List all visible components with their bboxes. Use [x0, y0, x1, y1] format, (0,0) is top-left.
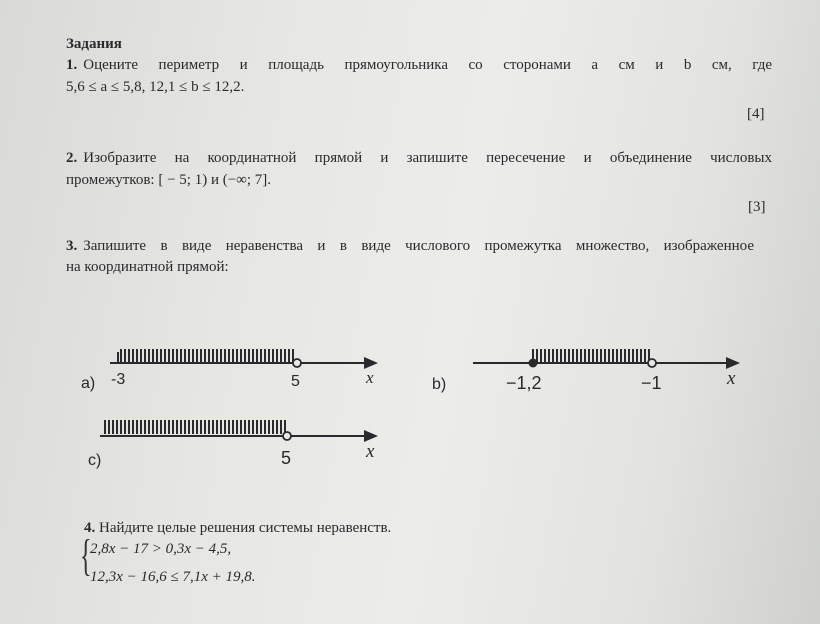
task-3-text-line1: Запишите в виде неравенства и в виде числового промежутка множество, изображенное — [83, 238, 754, 254]
open-point-a — [293, 359, 301, 367]
hatch-a — [118, 349, 296, 362]
hatch-c — [104, 420, 286, 434]
number-line-b-left-value: −1,2 — [506, 373, 542, 393]
number-line-c — [100, 420, 378, 442]
page-heading: Задания — [66, 36, 122, 52]
number-line-a-var: x — [366, 368, 374, 387]
open-point-c — [283, 432, 291, 440]
number-line-b-right-value: −1 — [641, 373, 662, 393]
hatch-b — [532, 349, 652, 362]
filled-point-b — [529, 359, 538, 368]
number-line-c-right-value: 5 — [281, 448, 292, 468]
task-2-number: 2. — [66, 150, 78, 166]
task-4 — [84, 520, 391, 537]
number-line-a-label: а) — [81, 375, 96, 392]
task-3-text-line2: на координатной прямой: — [66, 259, 229, 275]
task-4-number: 4. — [84, 520, 96, 536]
open-point-b — [648, 359, 656, 367]
system-brace: { — [80, 531, 92, 580]
task-2-text-line1: Изобразите на координатной прямой и запишите пересечение и объединение числовых — [83, 150, 772, 166]
task-4-text: Найдите целые решения системы неравенств. — [99, 520, 392, 536]
number-line-a-left-value: -3 — [111, 371, 126, 388]
task-1-text-line1: Оцените периметр и площадь прямоугольника со сторонами a см и b см, где — [83, 57, 772, 73]
number-line-a — [110, 349, 378, 369]
number-line-b — [473, 349, 740, 369]
number-line-b-label: b) — [432, 376, 447, 393]
task-1-score: [4] — [747, 106, 765, 122]
inequality-2: 12,3x − 16,6 ≤ 7,1x + 19,8. — [90, 569, 256, 585]
number-line-c-var: x — [366, 441, 375, 462]
task-2-text-line2: промежутков: [ − 5; 1) и (−∞; 7]. — [66, 172, 272, 188]
number-line-b-var: x — [727, 368, 736, 389]
inequality-1: 2,8x − 17 > 0,3x − 4,5, — [90, 541, 232, 557]
task-1-number: 1. — [66, 57, 78, 73]
task-3-number: 3. — [66, 238, 78, 254]
task-2-score: [3] — [748, 199, 766, 215]
number-line-c-label: c) — [88, 452, 102, 469]
number-line-a-right-value: 5 — [291, 373, 300, 390]
task-1-text-line2: 5,6 ≤ a ≤ 5,8, 12,1 ≤ b ≤ 12,2. — [66, 79, 245, 95]
